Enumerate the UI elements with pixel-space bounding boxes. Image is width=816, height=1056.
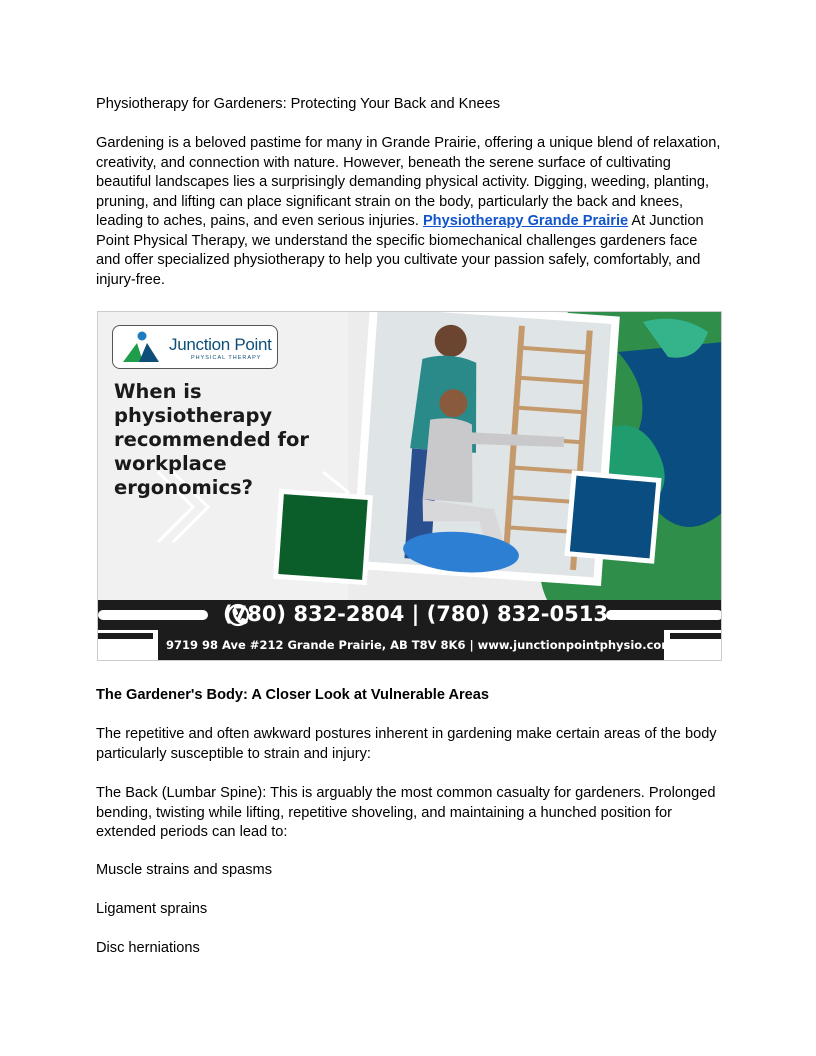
back-paragraph: The Back (Lumbar Spine): This is arguably the most common casualty for gardeners. Prolonged bending, twisting while lifting, repetitive shoveling, and maintaining a hunched position for extended periods can lead to:	[96, 785, 716, 840]
section-intro-paragraph: The repetitive and often awkward postures inherent in gardening make certain areas of the body particularly susceptible to strain and injury:	[96, 726, 717, 762]
intro-text-after: At Junction Point Physical Therapy, we understand the specific biomechanical challenges gardeners face and offer specialized physiotherapy to help you cultivate your passion safely, comfortably, and injury-free.	[96, 213, 704, 288]
logo-name: Junction Point	[169, 335, 272, 354]
intro-paragraph	[96, 134, 724, 290]
list-item: Ligament sprains	[96, 901, 208, 917]
section-heading: The Gardener's Body: A Closer Look at Vulnerable Areas	[96, 687, 490, 703]
list-item: Disc herniations	[96, 940, 200, 956]
logo-subtitle: PHYSICAL THERAPY	[191, 355, 262, 361]
banner-headline: When is physiotherapy recommended for workplace ergonomics?	[114, 380, 309, 499]
physiotherapy-grande-prairie-link[interactable]: Physiotherapy Grande Prairie	[422, 213, 629, 229]
list-item: Muscle strains and spasms	[96, 862, 273, 878]
document-title: Physiotherapy for Gardeners: Protecting Your Back and Knees	[96, 96, 500, 112]
banner-phone-numbers: (780) 832-2804 | (780) 832-0513	[223, 602, 608, 626]
intro-text-before: Gardening is a beloved pastime for many in Grande Prairie, offering a unique blend of relaxation, creativity, and connection with nature. However, beneath the serene surface of cultivating beautiful landscapes lies a surprisingly demanding physical activity. Digging, weeding, planting, pruning, and lifting can place significant strain on the body, particularly the back and knees, leading to aches, pains, and even serious injuries.	[96, 135, 721, 229]
junction-point-logo-mark-icon	[117, 327, 167, 367]
junction-point-logo	[112, 325, 278, 369]
banner-address: 9719 98 Ave #212 Grande Prairie, AB T8V 8K6 | www.junctionpointphysio.com	[166, 638, 674, 652]
promo-banner-image	[97, 311, 722, 661]
